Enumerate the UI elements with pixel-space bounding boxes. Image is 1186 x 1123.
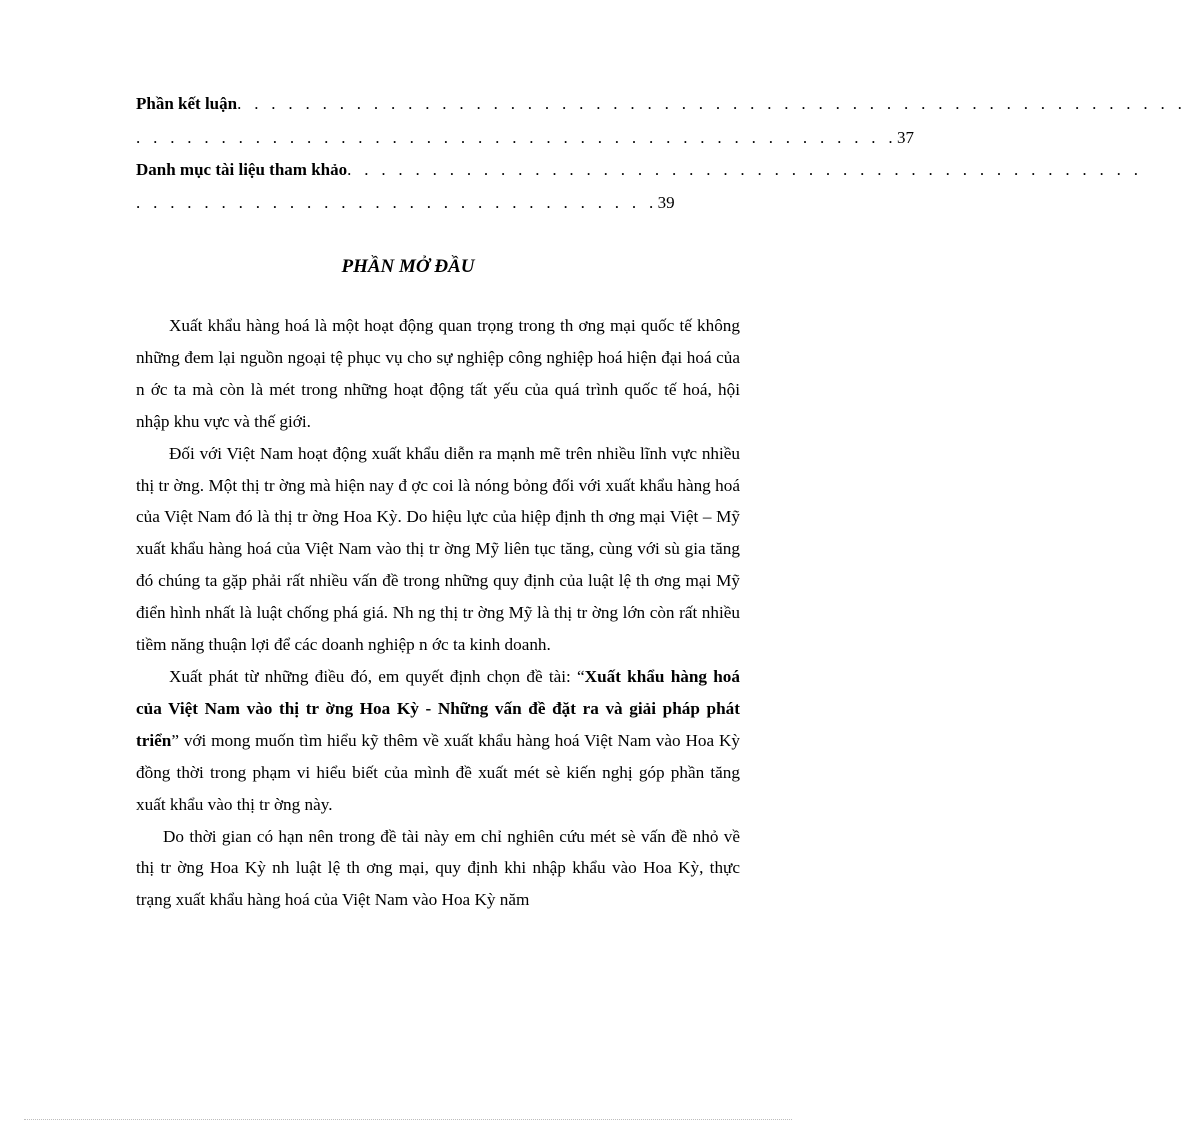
toc-entry-title: Danh mục tài liệu tham khảo — [136, 160, 348, 179]
paragraph-1: Xuất khẩu hàng hoá là một hoạt động quan trọng trong th ơng mại quốc tế không những đem lại nguồn ngoại tệ phục vụ cho sự nghiệp công nghiệp hoá hiện đại hoá của n ớc ta mà còn là mét trong những hoạt động tất yếu của quá trình quốc tế hoá, hội nhập khu vực và thế giới. — [136, 316, 740, 431]
toc-entry-references[interactable] — [136, 160, 1142, 180]
toc-page-number: 39 — [657, 193, 675, 212]
introduction-body — [136, 310, 740, 916]
toc-leader-dots: . . . . . . . . . . . . . . . . . . . . . . . . . . . . . . . . . . . . . . . . . . . . . . . . . . . . . . . . — [237, 94, 1186, 113]
thesis-title: Xuất khẩu hàng hoá của Việt Nam vào thị tr ờng Hoa Kỳ - Những vấn đề đặt ra và giải pháp phát triển — [136, 666, 740, 750]
paragraph-3-intro: Xuất phát từ những điều đó, em quyết định chọn đề tài: “ — [169, 666, 585, 686]
paragraph-3 — [136, 661, 740, 821]
toc-entry-conclusion[interactable] — [136, 94, 1186, 114]
paragraph-3-rest: ” với mong muốn tìm hiểu kỹ thêm về xuất khẩu hàng hoá Việt Nam vào Hoa Kỳ đồng thời trong phạm vi hiểu biết của mình đề xuất mét sè kiến nghị góp phần tăng xuất khẩu vào thị tr ờng này. — [136, 730, 740, 814]
toc-page-number: 37 — [896, 128, 914, 147]
paragraph-4: Do thời gian có hạn nên trong đề tài này em chỉ nghiên cứu mét sè vấn đề nhỏ về thị tr ờng Hoa Kỳ nh luật lệ th ơng mại, quy định khi nhập khẩu vào Hoa Kỳ, thực trạng xuất khẩu hàng hoá của Việt Nam vào Hoa Kỳ năm — [136, 826, 740, 910]
toc-leader-dots: . . . . . . . . . . . . . . . . . . . . . . . . . . . . . . . — [136, 193, 658, 212]
section-heading: PHẦN MỞ ĐẦU — [341, 256, 475, 277]
toc-entry-title: Phần kết luận — [136, 94, 238, 113]
page-bottom-edge — [24, 1119, 792, 1120]
toc-leader-dots: . . . . . . . . . . . . . . . . . . . . . . . . . . . . . . . . . . . . . . . . . . . . . — [136, 128, 897, 147]
toc-entry-references-continued — [136, 193, 675, 213]
toc-leader-dots: . . . . . . . . . . . . . . . . . . . . . . . . . . . . . . . . . . . . . . . . . . . . . . . — [347, 160, 1143, 179]
toc-entry-conclusion-continued — [136, 128, 914, 148]
paragraph-2: Đối với Việt Nam hoạt động xuất khẩu diễn ra mạnh mẽ trên nhiều lĩnh vực nhiều thị tr ờng. Một thị tr ờng mà hiện nay đ ợc coi là nóng bỏng đối với xuất khẩu hàng hoá của Việt Nam đó là thị tr ờng Hoa Kỳ. Do hiệu lực của hiệp định th ơng mại Việt – Mỹ xuất khẩu hàng hoá của Việt Nam vào thị tr ờng Mỹ liên tục tăng, cùng với sù gia tăng đó chúng ta gặp phải rất nhiều vấn đề trong những quy định của luật lệ th ơng mại Mỹ điển hình nhất là luật chống phá giá. Nh ng thị tr ờng Mỹ là thị tr ờng lớn còn rất nhiều tiềm năng thuận lợi để các doanh nghiệp n ớc ta kinh doanh. — [136, 443, 740, 655]
